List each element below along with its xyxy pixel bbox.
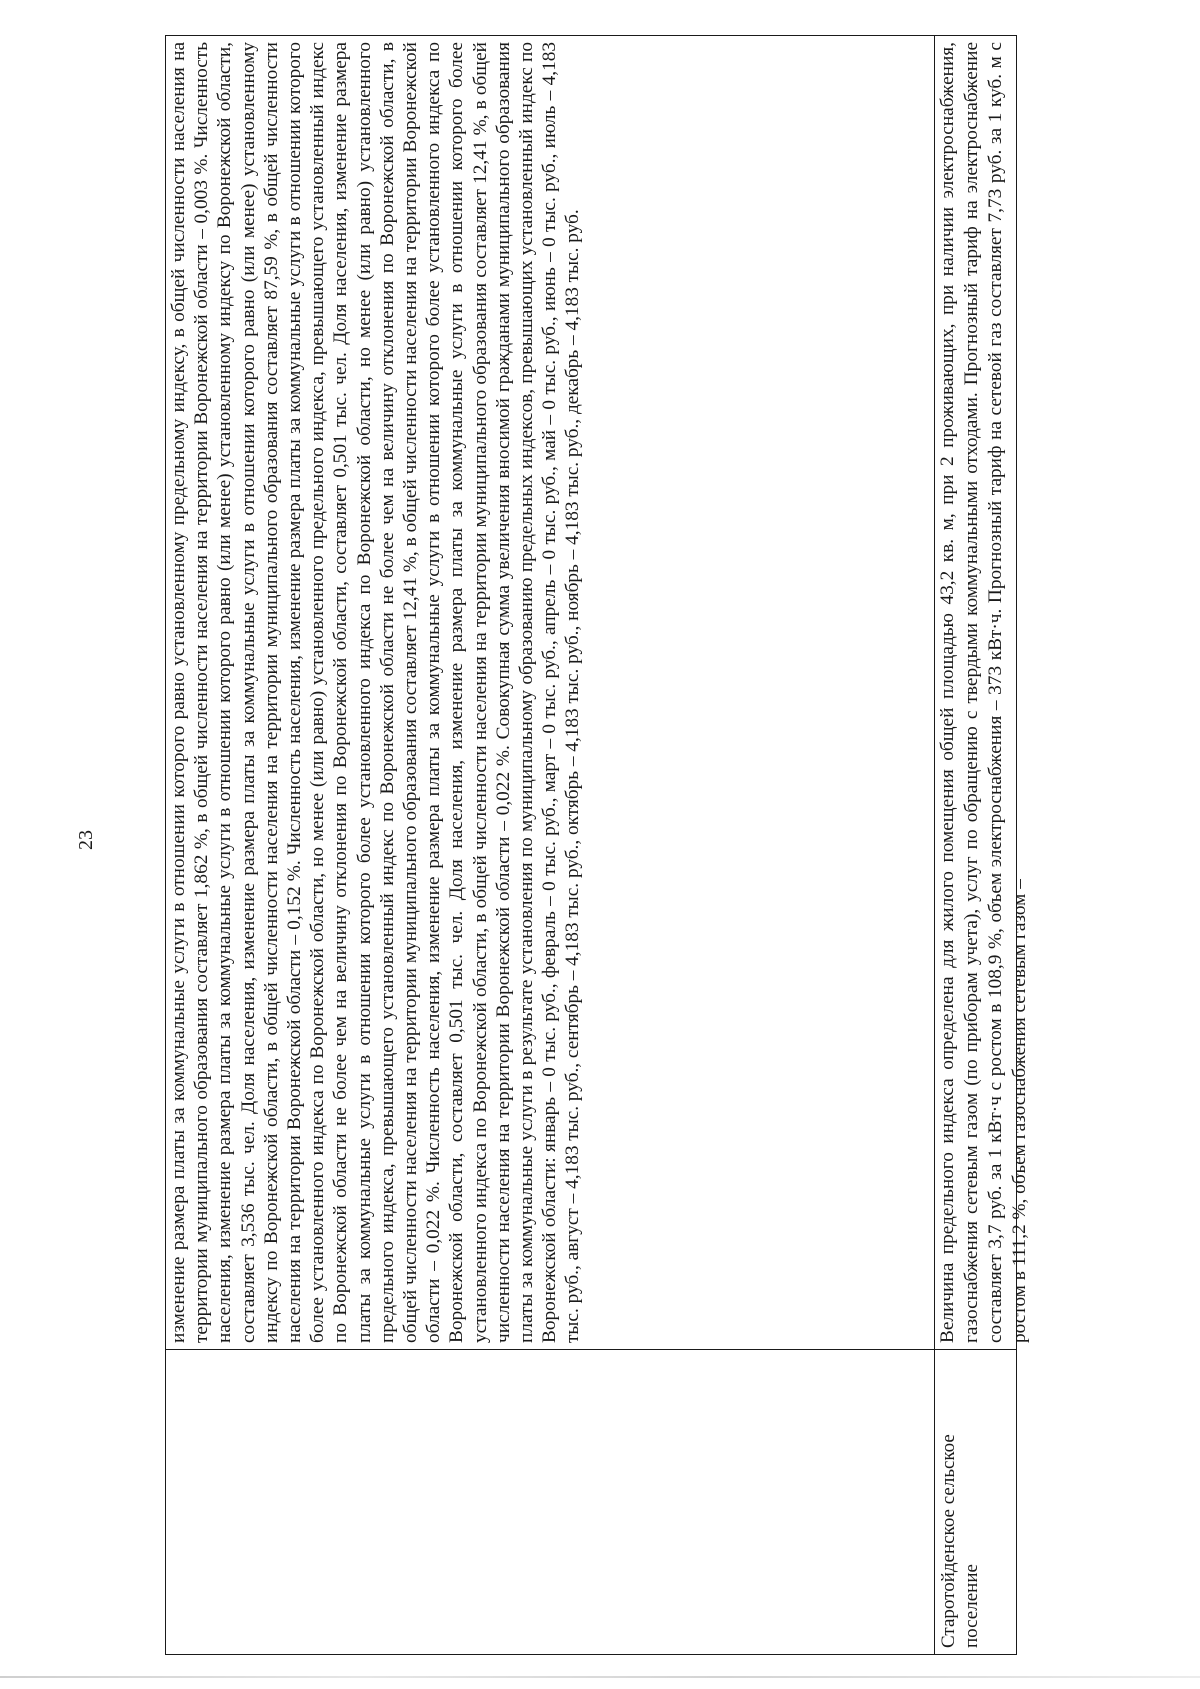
municipality-cell: Старотойденское сельское поселение: [935, 1349, 1016, 1654]
description-cell: изменение размера платы за коммунальные услуги в отношении которого равно установленному предельному индексу, в общей численности населения на территории муниципального образования составляет 1,862 %, в общей численности населения на территории Воронежской области – 0,003 %. Численность населения, изменение размера платы за коммунальные услуги в отношении которого равно (или менее) установленному индексу по Воронежской области, составляет 3,536 тыс. чел. Доля населения, изменение размера платы за коммунальные услуги в отношении которого равно (или менее) установленному индексу по Воронежской области, в общей численности населения на территории муниципального образования составляет 87,59 %, в общей численности населения на территории Воронежской области – 0,152 %. Численность населения, изменение размера платы за коммунальные услуги в отношении которого более установленного индекса по Воронежской области, но менее (или равно) установленного предельного индекса, превышающего установленный индекс по Воронежской области не более чем на величину отклонения по Воронежской области, составляет 0,501 тыс. чел. Доля населения, изменение размера платы за коммунальные услуги в отношении которого более установленного индекса по Воронежской области, но менее (или равно) установленного предельного индекса, превышающего установленный индекс по Воронежской области не более чем на величину отклонения по Воронежской области, в общей численности населения на территории муниципального образования составляет 12,41 %, в общей численности населения на территории Воронежской области – 0,022 %. Численность населения, изменение размера платы за коммунальные услуги в отношении которого более установленного индекса по Воронежской области, составляет 0,501 тыс. чел. Доля населения, изменение размера платы за коммунальные услуги в отношении которого более установленного индекса по Воронежской области, в общей численности населения на территории муниципального образования составляет 12,41 %, в общей численности населения на территории Воронежской области – 0,022 %. Совокупная сумма увеличения вносимой гражданами муниципального образования платы за коммунальные услуги в результате установления по муниципальному образованию предельных индексов, превышающих установленный индекс по Воронежской области: январь – 0 тыс. руб., февраль – 0 тыс. руб., март – 0 тыс. руб., апрель – 0 тыс. руб., май – 0 тыс. руб., июнь – 0 тыс. руб., июль – 4,183 тыс. руб., август – 4,183 тыс. руб., сентябрь – 4,183 тыс. руб., октябрь – 4,183 тыс. руб., ноябрь – 4,183 тыс. руб., декабрь – 4,183 тыс. руб.: [168, 42, 584, 1343]
page-number: 23: [75, 830, 97, 850]
municipality-cell: [166, 1349, 934, 1654]
scan-edge-line: [0, 1676, 1200, 1678]
municipal-index-table: [165, 35, 1030, 1655]
table-row: [934, 36, 1030, 1654]
description-cell: Величина предельного индекса определена для жилого помещения общей площадью 43,2 кв. м, при 2 проживающих, при наличии электроснабжения, газоснабжения сетевым газом (по приборам учета), услуг по обращению с твердыми коммунальными отходами. Прогнозный тариф на электроснабжение составляет 3,7 руб. за 1 кВт·ч с ростом в 108,9 %, объем электроснабжения – 373 кВт·ч. Прогнозный тариф на сетевой газ составляет 7,73 руб. за 1 куб. м с ростом в 111,2 %, объем газоснабжения сетевым газом –: [937, 42, 1030, 1343]
table-row: [166, 36, 934, 1654]
